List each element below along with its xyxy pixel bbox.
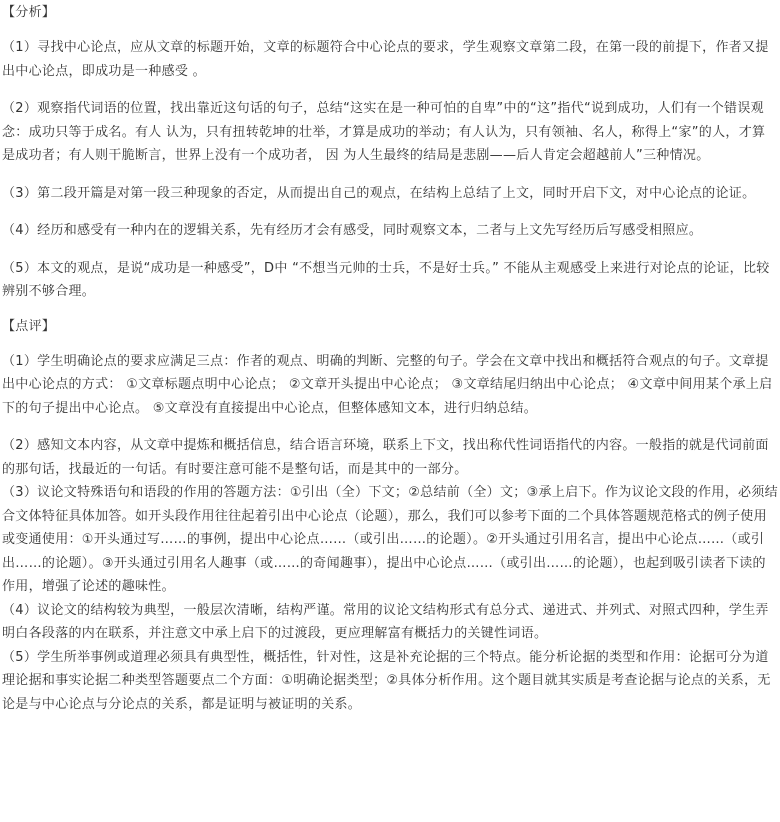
analysis-paragraph-1: （1）寻找中心论点，应从文章的标题开始，文章的标题符合中心论点的要求，学生观察文章第二段，在第一段的前提下，作者又提出中心论点，即成功是一种感受 。: [2, 40, 769, 79]
analysis-paragraph-4: （4）经历和感受有一种内在的逻辑关系，先有经历才会有感受，同时观察文本，二者与上文先写经历后写感受相照应。: [2, 223, 703, 238]
comment-paragraph-1: （1）学生明确论点的要求应满足三点：作者的观点、明确的判断、完整的句子。学会在文章中找出和概括符合观点的句子。文章提出中心论点的方式： ①文章标题点明中心论点； ②文章开头提出中心论点； ③文章结尾归纳出中心论点； ④文章中间用某个承上启下的句子提出中心论点。 ⑤文章没有直接提出中心论点，但整体感知文本，进行归纳总结。: [2, 353, 773, 416]
comment-paragraph-4: （4）议论文的结构较为典型，一般层次清晰，结构严谨。常用的议论文结构形式有总分式、递进式、并列式、对照式四种，学生弄明白各段落的内在联系，并注意文中承上启下的过渡段，更应理解富有概括力的关键性词语。: [2, 602, 769, 641]
analysis-paragraph-5: （5）本文的观点，是说“成功是一种感受”，D中 “不想当元帅的士兵，不是好士兵。” 不能从主观感受上来进行对论点的论证，比较辨别不够合理。: [2, 260, 770, 299]
analysis-heading: 【分析】: [2, 5, 56, 20]
analysis-paragraph-3: （3）第二段开篇是对第一段三种现象的否定，从而提出自己的观点，在结构上总结了上文，同时开启下文，对中心论点的论证。: [2, 185, 756, 201]
comment-paragraph-5: （5）学生所举事例或道理必须具有典型性，概括性，针对性，这是补充论据的三个特点。能分析论据的类型和作用：论据可分为道理论据和事实论据二种类型答题要点二个方面：①明确论据类型；②具体分析作用。这个题目就其实质是考查论据与论点的关系，无论是与中心论点与分论点的关系，都是证明与被证明的关系。: [2, 649, 771, 712]
document-body: [2, 0, 778, 716]
comment-heading: 【点评】: [2, 318, 56, 334]
analysis-paragraph-2: （2）观察指代词语的位置，找出靠近这句话的句子，总结“这实在是一种可怕的自卑”中的“这”指代“说到成功，人们有一个错误观念：成功只等于成名。有人 认为，只有扭转乾坤的壮举，才算是成功的举动；有人认为，只有领袖、名人，称得上“家”的人，才算是成功者；有人则干脆断言，世界上没有一个成功者， 因 为人生最终的结局是悲剧——后人肯定会超越前人”三种情况。: [2, 101, 766, 163]
comment-paragraph-3: （3）议论文特殊语句和语段的作用的答题方法：①引出（全）下文；②总结前（全）文；③承上启下。作为议论文段的作用，必须结合文体特征具体加答。如开头段作用往往起着引出中心论点（论题），那么，我们可以参考下面的二个具体答题规范格式的例子使用或变通使用：①开头通过写……的事例，提出中心论点……（或引出……的论题）。②开头通过引用名言，提出中心论点……（或引出……的论题）。③开头通过引用名人趣事（或……的奇闻趣事），提出中心论点……（或引出……的论题），也起到吸引读者下读的作用，增强了论述的趣味性。: [2, 485, 778, 594]
comment-paragraph-2: （2）感知文本内容，从文章中提炼和概括信息，结合语言环境，联系上下文，找出称代性词语指代的内容。一般指的就是代词前面的那句话，找最近的一句话。有时要注意可能不是整句话，而是其中的一部分。: [2, 438, 769, 477]
